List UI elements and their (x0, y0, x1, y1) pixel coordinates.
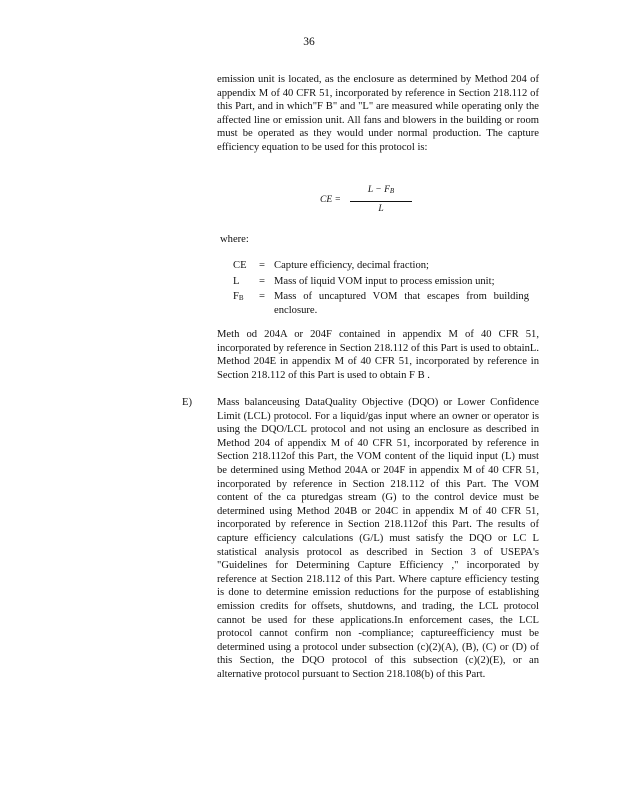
definition-symbol: CE (233, 260, 247, 271)
definition-text: Mass of uncaptured VOM that escapes from building enclosure. (274, 291, 529, 316)
item-label-e: E) (182, 397, 192, 408)
definition-text: Mass of liquid VOM input to process emission unit; (274, 275, 495, 287)
paragraph-methods: Meth od 204A or 204F contained in appendix M of 40 CFR 51, incorporated by reference in Section 218.112 of this Part is used to obtainL. Method 204E in appendix M of 40 CFR 51, incorporated by reference in Section 218.112 of this Part is used to obtain F B . (217, 329, 539, 381)
definition-symbol: $F_B$ (233, 291, 244, 303)
definition-symbol: L (233, 275, 240, 287)
formula-fraction (350, 184, 412, 216)
definition-row (233, 259, 529, 275)
formula-numerator-subscript: B (389, 187, 395, 195)
definition-row (233, 290, 529, 317)
definitions-list (233, 259, 529, 317)
formula-numerator: $L - F_B$ (350, 184, 412, 202)
paragraph-mass-balance: Mass balanceusing DataQuality Objective (DQO) or Lower Confidence Limit (LCL) protocol. For a liquid/gas input where an owner or operator is using the DQO/LCL protocol and not using an enclosure as described in Method 204 of appendix M of 40 CFR 51, incorporated by reference in Section 218.112of this Part, the VOM content of the liquid input (L) must be determined using Method 204A or 204F in appendix M of 40 CFR 51, incorporated by reference in Section 218.112 of this Part. The VOM content of the ca pturedgas stream (G) to the control device must be determined using Method 204B or 204C in appendix M of 40 CFR 51, incorporated by reference in Section 218.112of this Part. The results of capture efficiency calculations (G/L) must satisfy the DQO or LC L statistical analysis protocol as described in Section 3 of USEPA's "Guidelines for Determining Capture Efficiency ," incorporated by reference at Section 218.112 of this Part. Where capture efficiency testing is done to determine emission reductions for the purpose of establishing emission credits for offsets, shutdowns, and trading, the LCL protocol cannot be used for these applications.In enforcement cases, the LCL protocol cannot confirm non -compliance; captureefficiency must be determined using a protocol under subsection (c)(2)(A), (B), (C) or (D) of this Section, the DQO protocol of this subsection (c)(2)(E), or an alternative protocol pursuant to Section 218.108(b) of this Part. (217, 397, 539, 680)
paragraph-enclosure: emission unit is located, as the enclosure as determined by Method 204 of appendix M of 40 CFR 51, incorporated by reference in Section 218.112 of this Part, and in which"F B" and "L" are measured while operating only the affected line or emission unit. All fans and blowers in the building or room must be operated as they would under normal production. The capture efficiency equation to be used for this protocol is: (217, 74, 539, 153)
definition-text: Capture efficiency, decimal fraction; (274, 260, 430, 271)
formula-lhs: CE = (320, 195, 341, 205)
definition-equals: = (259, 291, 265, 303)
definition-equals: = (259, 275, 265, 287)
where-label: where: (220, 234, 249, 245)
page-number: 36 (303, 36, 315, 48)
definition-equals: = (259, 260, 265, 271)
definition-row (233, 275, 529, 291)
formula-denominator: L (378, 203, 384, 214)
